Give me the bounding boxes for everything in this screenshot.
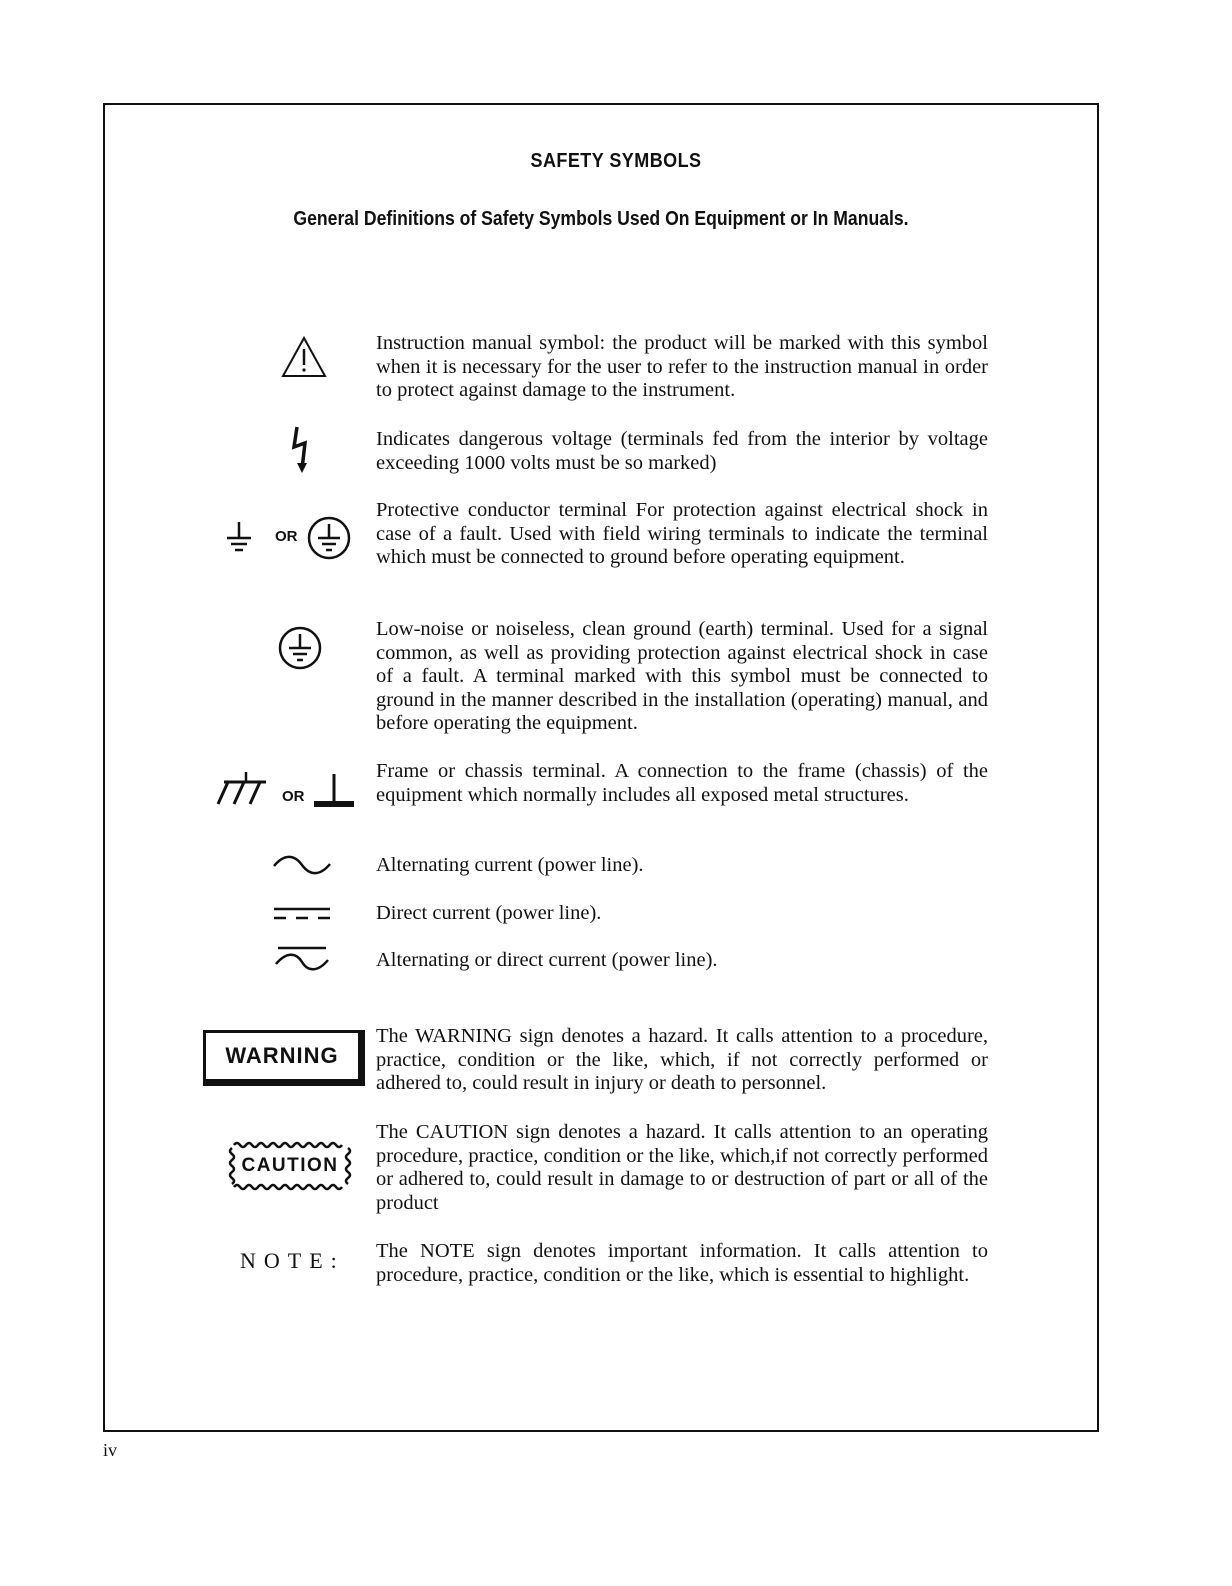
caution-sign-icon: CAUTION — [241, 1155, 339, 1176]
entry-caution-text: The CAUTION sign denotes a hazard. It calls attention to an operating procedure, practice, condition or the like, which,if not correctly performed or adhered to, could result in damage to or destruction of part or all of the product — [376, 1121, 988, 1214]
warning-sign-icon: WARNING — [203, 1030, 365, 1086]
instruction-manual-triangle-icon — [280, 335, 328, 379]
entry-protective-conductor-text: Protective conductor terminal For protection against electrical shock in case of a fault. Used with field wiring terminals to indicate the terminal which must be connected to ground before operating equipment. — [376, 499, 988, 568]
note-label-icon: NOTE: — [240, 1248, 345, 1273]
entry-dangerous-voltage-text: Indicates dangerous voltage (terminals fed from the interior by voltage exceeding 1000 volts must be so marked) — [376, 428, 988, 474]
protective-ground-icon — [305, 514, 353, 562]
entry-clean-ground-text: Low-noise or noiseless, clean ground (earth) terminal. Used for a signal common, as well as providing protection against electrical shock in case of a fault. A terminal marked with this symbol must be connected to ground in the manner described in the installation (operating) manual, and before operating the equipment. — [376, 618, 988, 734]
entry-alternating-current-text: Alternating current (power line). — [376, 854, 644, 876]
ac-dc-icon — [272, 944, 332, 974]
direct-current-icon — [272, 904, 332, 924]
entry-warning-text: The WARNING sign denotes a hazard. It calls attention to a procedure, practice, condition or the like, which, if not correctly performed or adhered to, could result in injury or death to personnel. — [376, 1025, 988, 1094]
entry-ac-dc-text: Alternating or direct current (power line). — [376, 949, 718, 971]
page-title: SAFETY SYMBOLS — [530, 150, 702, 172]
ground-symbol-icon — [225, 520, 253, 556]
chassis-terminal-icon — [312, 772, 356, 808]
page-number: iv — [103, 1440, 118, 1460]
entry-direct-current-text: Direct current (power line). — [376, 902, 602, 924]
entry-instruction-manual-text: Instruction manual symbol: the product will be marked with this symbol when it is necessary for the user to refer to the instruction manual in order to protect against damage to the instrument. — [376, 332, 988, 401]
clean-ground-icon — [276, 624, 324, 672]
dangerous-voltage-bolt-icon — [290, 425, 314, 475]
frame-chassis-icon — [214, 770, 272, 806]
alternating-current-icon — [272, 852, 332, 878]
or-label: OR — [282, 788, 305, 805]
entry-chassis-text: Frame or chassis terminal. A connection to the frame (chassis) of the equipment which normally includes all exposed metal structures. — [376, 760, 988, 806]
entry-note-text: The NOTE sign denotes important information. It calls attention to procedure, practice, condition or the like, which is essential to highlight. — [376, 1240, 988, 1286]
page-subtitle: General Definitions of Safety Symbols Used On Equipment or In Manuals. — [293, 208, 909, 230]
or-label: OR — [275, 528, 298, 545]
